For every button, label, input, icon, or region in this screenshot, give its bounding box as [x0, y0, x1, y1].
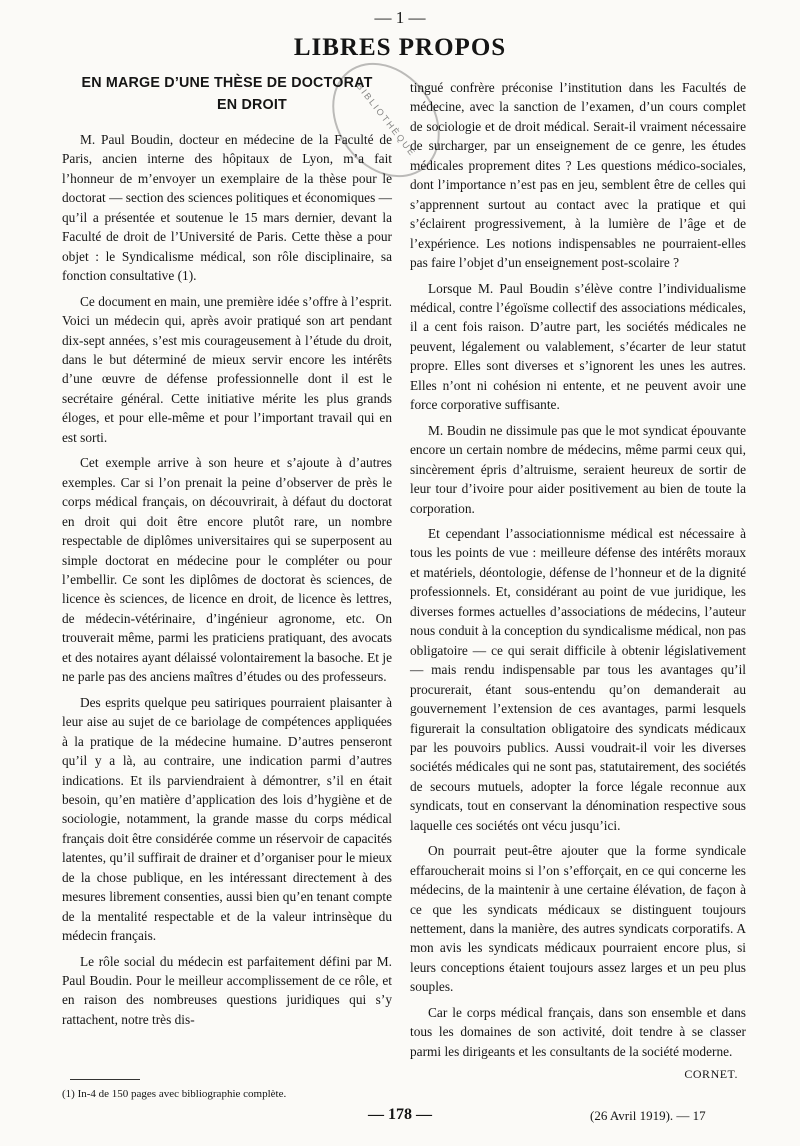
footer-page-number: — 178 — — [368, 1106, 432, 1123]
article-title — [62, 72, 392, 116]
paragraph: Ce document en main, une première idée s’offre à l’esprit. Voici un médecin qui, après avoir pratiqué son art pendant dix-sept années, s’est mis courageusement à l’étude du droit, dans le but déterminé de mieux servir encore les intérêts d’une œuvre de défense professionnelle dont il est le secrétaire général. Cette initiative mérite les plus grands éloges, et pour elle-même et pour l’important travail qui en est sorti. — [62, 293, 392, 445]
right-column — [410, 78, 746, 1085]
left-column — [62, 72, 392, 1035]
paragraph: Et cependant l’associationnisme médical est nécessaire à tous les points de vue : meilleure défense des intérêts moraux et matériels, déontologie, défense de l’honneur et de la dignité professionnels. Et, considérant au point de vue juridique, les diverses formes actuelles d’associations de médecins, l’auteur nous conduit à la conception du syndicalisme médical, non pas obligatoire — ce qui serait difficile à obtenir législativement — mais rendu indispensable par tous les avantages qu’il procurerait, étant sous-entendu qu’on demanderait au gouvernement l’extension de ces avantages, parmi lesquels figurerait la consultation obligatoire des syndicats médicaux par les pouvoirs publics. Aussi voudrait-il voir les diverses sociétés médicales qui ne sont pas, statutairement, des sociétés de secours mutuels, adopter la force légale reconnue aux syndicats, tout en conservant la dénomination respective sous laquelle ces sociétés ont vécu jusqu’ici. — [410, 525, 746, 833]
paragraph: M. Paul Boudin, docteur en médecine de la Faculté de Paris, ancien interne des hôpitaux de Lyon, m’a fait l’honneur de m’envoyer un exemplaire de la thèse pour le doctorat — section des sciences politiques et économiques — qu’il a présentée et soutenue le 15 mars dernier, devant la Faculté de droit de l’Université de Paris. Cette thèse a pour objet : le Syndicalisme médical, son rôle disciplinaire, sa fonction consultative (1). — [62, 132, 392, 284]
paragraph: M. Boudin ne dissimule pas que le mot syndicat épouvante encore un certain nombre de médecins, même parmi ceux qui, sincèrement épris d’altruisme, seraient heureux de sortir de leur tour d’ivoire pour aider positivement au bien de toute la corporation. — [410, 422, 746, 516]
article-title-line2: EN DROIT — [217, 97, 287, 113]
paragraph-continued: tingué confrère préconise l’institution dans les Facultés de médecine, avec la sanction de l’examen, d’un cours complet de sociologie et de droit médical. Serait-il vraiment nécessaire de surcharger, par un enseignement de ce genre, les études médicales proprement dites ? Les questions médico-sociales, dont l’importance n’est pas en jeu, semblent être de celles qui s’apprennent surtout au contact avec la pratique et qui s’éclairent progressivement, à la lumière de l’âge et de l’expérience. Les notions indispensables ne pourraient-elles pas faire l’objet d’un enseignement post-scolaire ? — [410, 80, 746, 271]
paragraph: Cet exemple arrive à son heure et s’ajoute à d’autres exemples. Car si l’on prenait la peine d’observer de près le corps médical français, on découvrirait, à défaut du doctorat en droit qui doit être encore plutôt rare, un nombre respectable de diplômes universitaires qui se superposent au simple doctorat en médecine pour le compléter ou pour l’embellir. Ce sont les diplômes de doctorat ès sciences, de licence ès sciences, de licence en droit, de licence ès lettres, de médecin-vétérinaire, d’ingénieur agronome, etc. On trouverait même, parmi les praticiens pratiquant, des avocats et des notaires ayant délaissé volontairement la basoche. Et je ne parle pas des anciens maîtres d’études ou des professeurs. — [62, 455, 392, 685]
paragraph: On pourrait peut-être ajouter que la forme syndicale effaroucherait moins si l’on s’efforçait, en ce qui concerne les médecins, de la maintenir à une certaine élévation, de façon à ce que les syndicats médicaux se distinguent toujours nettement, dans la manière, des autres syndicats corporatifs. A mon avis les syndicats médicaux pourraient encore plus, si leurs conceptions étaient toujours assez larges et un peu plus souples. — [410, 843, 746, 995]
paragraph: Car le corps médical français, dans son ensemble et dans tous les domaines de son activité, doit tendre à se classer parmi les dirigeants et les consultants de la société moderne. — [410, 1004, 746, 1059]
paragraph: Lorsque M. Paul Boudin s’élève contre l’individualisme médical, contre l’égoïsme collectif des associations médicales, il a cent fois raison. D’autre part, les sociétés médicales ne peuvent, légalement ou valablement, s’écarter de leur statut propre. Elles sont diverses et s’ignorent les unes les autres. Elles n’ont ni cohésion ni entente, et ne peuvent avoir une force corporative suffisante. — [410, 280, 746, 413]
footer-date: (26 Avril 1919). — 17 — [590, 1108, 706, 1123]
paragraph: Le rôle social du médecin est parfaitement défini par M. Paul Boudin. Pour le meilleur accomplissement de ce rôle, et en raison des nombreuses questions juridiques qui s’y rattachent, notre très dis- — [62, 953, 392, 1027]
stamp-text: BIBLIOTHÈQUE — [354, 81, 418, 159]
article-title-line1: EN MARGE D’UNE THÈSE DE DOCTORAT — [81, 75, 373, 91]
top-page-number: — 1 — — [374, 8, 426, 27]
section-header: LIBRES PROPOS — [293, 34, 507, 61]
paragraph: Des esprits quelque peu satiriques pourraient plaisanter à leur aise au sujet de ce bariolage de compétences appliquées à la pratique de la médecine humaine. D’autres penseront qu’il y a là, au contraire, une indication parmi d’autres indications. Et ils parviendraient à démontrer, s’il en était besoin, qu’en matière d’application des lois d’hygiène et de sociologie, notamment, la grande masse du corps médical français doit être considérée comme un réservoir de capacités latentes, qu’il suffirait de drainer et d’organiser pour le mieux de la chose publique, en les intéressant directement à des mesures librement consenties, aussi bien qu’en tenant compte de la mentalité respectable et de la valeur intrinsèque du médecin français. — [62, 694, 392, 944]
footnote-divider — [70, 1079, 140, 1080]
author-signature: CORNET. — [684, 1067, 738, 1082]
footnote: (1) In-4 de 150 pages avec bibliographie complète. — [62, 1088, 287, 1100]
